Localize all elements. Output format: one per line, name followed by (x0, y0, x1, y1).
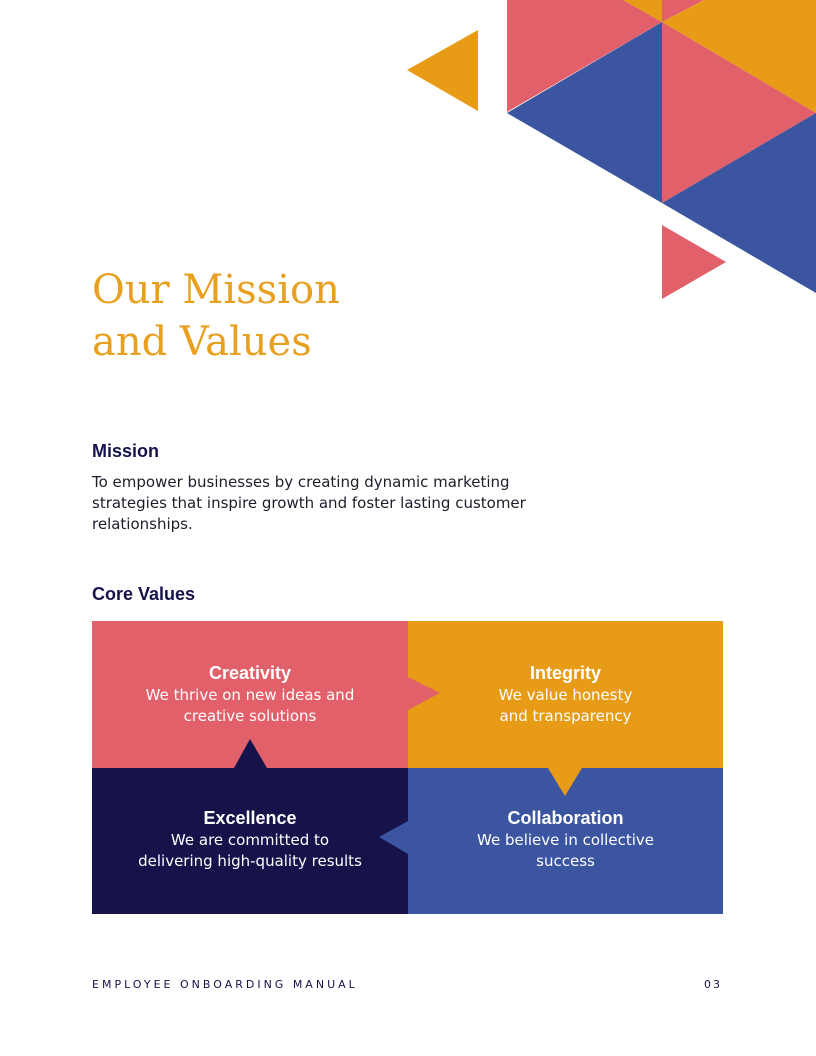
card-pointer-arrows (92, 621, 723, 914)
core-values-heading: Core Values (92, 584, 196, 604)
value-title: Integrity (529, 663, 601, 683)
value-description: We are committed to delivering high-quality results (138, 831, 362, 870)
value-description: We value honesty and transparency (498, 686, 633, 725)
page-title (92, 264, 340, 368)
core-values-grid (92, 621, 723, 914)
value-title: Collaboration (507, 808, 624, 828)
value-title: Excellence (203, 808, 297, 828)
value-title: Creativity (208, 663, 292, 683)
page-number: 03 (704, 978, 722, 991)
page-title-line-2: and Values (92, 319, 312, 365)
value-description: We believe in collective success (477, 831, 654, 870)
page-title-line-1: Our Mission (92, 267, 340, 313)
footer-label: EMPLOYEE ONBOARDING MANUAL (92, 978, 358, 991)
value-description: We thrive on new ideas and creative solutions (145, 686, 355, 725)
mission-heading: Mission (92, 441, 160, 461)
mission-text: To empower businesses by creating dynamic marketing strategies that inspire growth and foster lasting customer relationships. (92, 473, 526, 533)
